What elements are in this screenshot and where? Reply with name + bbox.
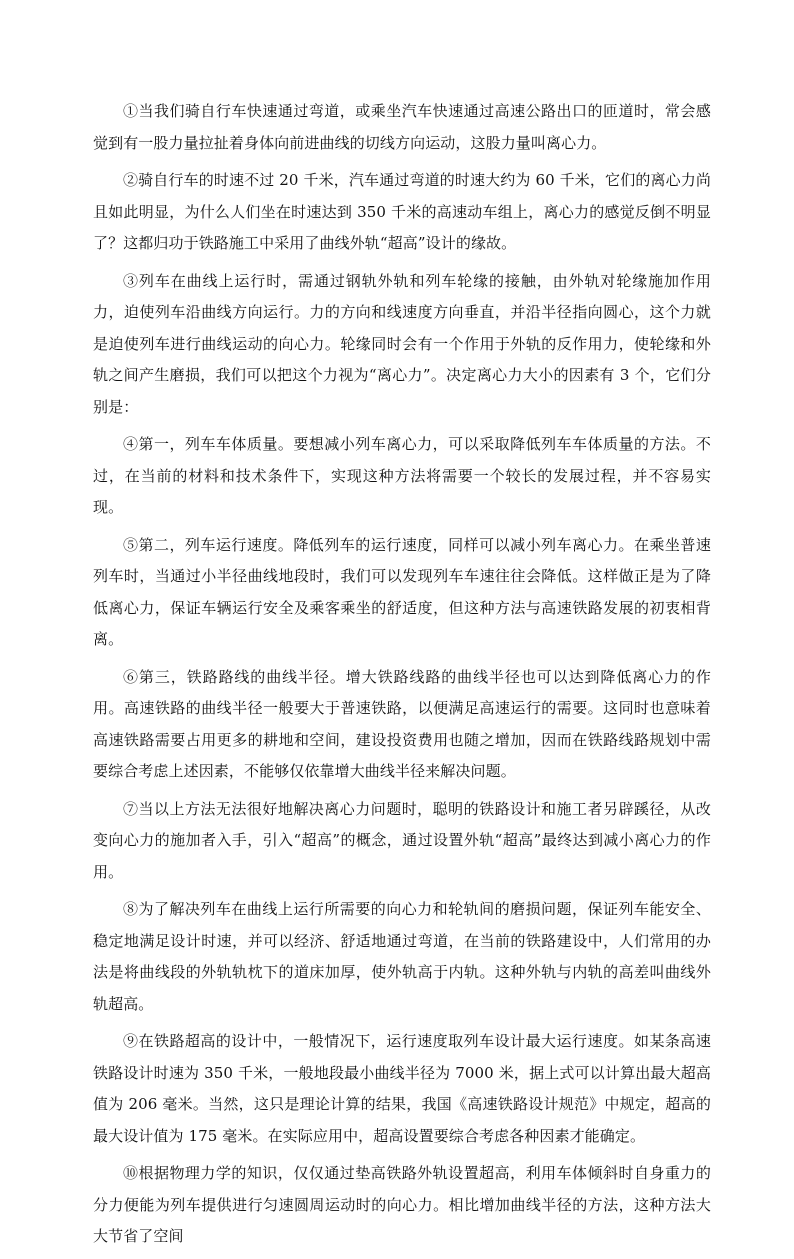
paragraph-3: ③列车在曲线上运行时，需通过钢轨外轨和列车轮缘的接触，由外轨对轮缘施加作用力，迫使列车沿曲线方向运行。力的方向和线速度方向垂直，并沿半径指向圆心，这个力就是迫使列车进行曲线运动的向心力。轮缘同时会有一个作用于外轨的反作用力，使轮缘和外轨之间产生磨损，我们可以把这个力视为“离心力”。决定离心力大小的因素有 3 个，它们分别是： [93,271,711,416]
paragraph-9: ⑨在铁路超高的设计中，一般情况下，运行速度取列车设计最大运行速度。如某条高速铁路设计时速为 350 千米，一般地段最小曲线半径为 7000 米，据上式可以计算出最大超高值为 206 毫米。当然，这只是理论计算的结果，我国《高速铁路设计规范》中规定，超高的最大设计值为 175 毫米。在实际应用中，超高设置要综合考虑各种因素才能确定。 [93,1032,711,1145]
paragraph-6: ⑥第三，铁路路线的曲线半径。增大铁路线路的曲线半径也可以达到降低离心力的作用。高速铁路的曲线半径一般要大于普速铁路，以便满足高速运行的需要。这同时也意味着高速铁路需要占用更多的耕地和空间，建设投资费用也随之增加，因而在铁路线路规划中需要综合考虑上述因素，不能够仅依靠增大曲线半径来解决问题。 [93,667,711,780]
paragraph-8: ⑧为了解决列车在曲线上运行所需要的向心力和轮轨间的磨损问题，保证列车能安全、稳定地满足设计时速，并可以经济、舒适地通过弯道，在当前的铁路建设中，人们常用的办法是将曲线段的外轨轨枕下的道床加厚，使外轨高于内轨。这种外轨与内轨的高差叫曲线外轨超高。 [93,900,711,1013]
paragraph-5: ⑤第二，列车运行速度。降低列车的运行速度，同样可以减小列车离心力。在乘坐普速列车时，当通过小半径曲线地段时，我们可以发现列车车速往往会降低。这样做正是为了降低离心力，保证车辆运行安全及乘客乘坐的舒适度，但这种方法与高速铁路发展的初衷相背离。 [93,535,711,648]
paragraph-1: ①当我们骑自行车快速通过弯道，或乘坐汽车快速通过高速公路出口的匝道时，常会感觉到有一股力量拉扯着身体向前进曲线的切线方向运动，这股力量叫离心力。 [93,102,711,152]
article-body [93,96,711,1259]
paragraph-4: ④第一，列车车体质量。要想减小列车离心力，可以采取降低列车车体质量的方法。不过，在当前的材料和技术条件下，实现这种方法将需要一个较长的发展过程，并不容易实现。 [93,435,711,516]
paragraph-10: ⑩根据物理力学的知识，仅仅通过垫高铁路外轨设置超高，利用车体倾斜时自身重力的分力便能为列车提供进行匀速圆周运动时的向心力。相比增加曲线半径的方法，这种方法大大节省了空间 [93,1164,711,1245]
paragraph-2: ②骑自行车的时速不过 20 千米，汽车通过弯道的时速大约为 60 千米，它们的离心力尚且如此明显，为什么人们坐在时速达到 350 千米的高速动车组上，离心力的感觉反倒不明显了？这都归功于铁路施工中采用了曲线外轨“超高”设计的缘故。 [93,171,711,252]
paragraph-7: ⑦当以上方法无法很好地解决离心力问题时，聪明的铁路设计和施工者另辟蹊径，从改变向心力的施加者入手，引入“超高”的概念，通过设置外轨“超高”最终达到减小离心力的作用。 [93,799,711,881]
